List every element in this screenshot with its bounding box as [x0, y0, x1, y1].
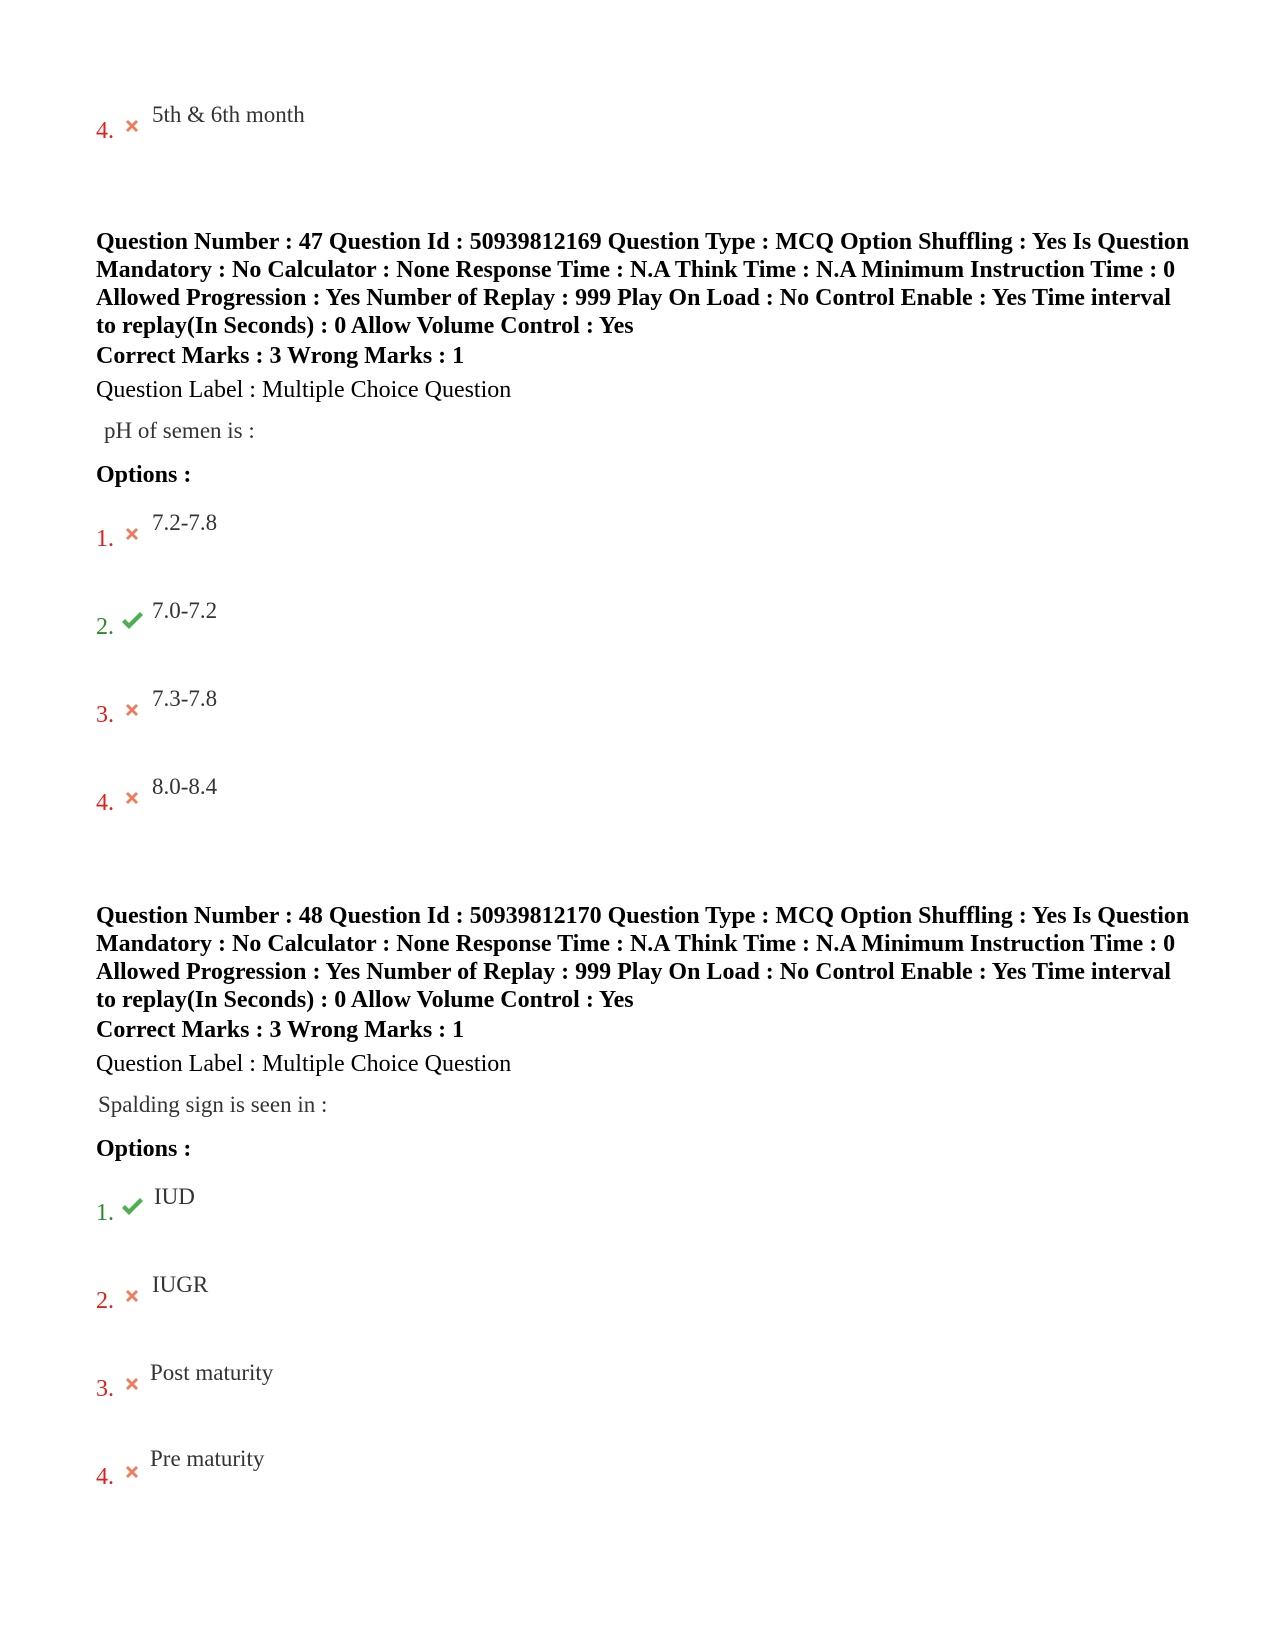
- option-number: 2.: [96, 1288, 114, 1314]
- option-number: 4.: [96, 790, 114, 816]
- option-number: 2.: [96, 614, 114, 640]
- question-marks: Correct Marks : 3 Wrong Marks : 1: [96, 343, 465, 369]
- cross-icon: [122, 700, 142, 720]
- question-label: Question Label : Multiple Choice Question: [96, 377, 512, 403]
- option-text: 5th & 6th month: [152, 102, 305, 127]
- cross-icon: [122, 1286, 142, 1306]
- cross-icon: [122, 788, 142, 808]
- question-meta: Question Number : 48 Question Id : 50939812170 Question Type : MCQ Option Shuffling : Yes Is Question Mandatory : No Calculator : None Response Time : N.A Think Time : N.A Minimum Instruction Time : 0 Allowed Progression : Yes Number of Replay : 999 Play On Load : No Control Enable : Yes Time interval to replay(In Seconds) : 0 Allow Volume Control : Yes: [96, 903, 1190, 1013]
- option-text: IUGR: [152, 1272, 209, 1297]
- question-meta: Question Number : 47 Question Id : 50939812169 Question Type : MCQ Option Shuffling : Yes Is Question Mandatory : No Calculator : None Response Time : N.A Think Time : N.A Minimum Instruction Time : 0 Allowed Progression : Yes Number of Replay : 999 Play On Load : No Control Enable : Yes Time interval to replay(In Seconds) : 0 Allow Volume Control : Yes: [96, 229, 1190, 339]
- option-number: 3.: [96, 702, 114, 728]
- option-text: 7.2-7.8: [152, 510, 218, 535]
- option-text: 7.3-7.8: [152, 686, 218, 711]
- option-number: 4.: [96, 118, 114, 144]
- question-marks: Correct Marks : 3 Wrong Marks : 1: [96, 1017, 465, 1043]
- check-icon: [120, 1196, 144, 1218]
- options-heading: Options :: [96, 1136, 192, 1162]
- cross-icon: [122, 116, 142, 136]
- option-text: Pre maturity: [150, 1446, 265, 1471]
- option-text: 8.0-8.4: [152, 774, 218, 799]
- check-icon: [120, 610, 144, 632]
- question-text: pH of semen is :: [104, 418, 255, 443]
- question-label: Question Label : Multiple Choice Question: [96, 1051, 512, 1077]
- cross-icon: [122, 524, 142, 544]
- cross-icon: [122, 1374, 142, 1394]
- option-text: 7.0-7.2: [152, 598, 218, 623]
- option-text: IUD: [154, 1184, 195, 1209]
- options-heading: Options :: [96, 462, 192, 488]
- option-text: Post maturity: [150, 1360, 274, 1385]
- option-number: 4.: [96, 1464, 114, 1490]
- option-number: 1.: [96, 526, 114, 552]
- option-number: 1.: [96, 1200, 114, 1226]
- cross-icon: [122, 1462, 142, 1482]
- option-number: 3.: [96, 1376, 114, 1402]
- question-text: Spalding sign is seen in :: [98, 1092, 328, 1117]
